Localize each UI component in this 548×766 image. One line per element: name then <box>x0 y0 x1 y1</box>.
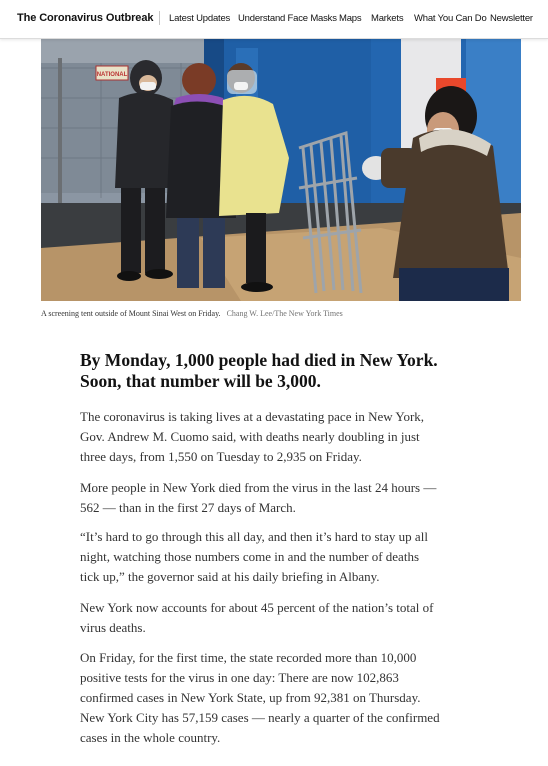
subheadline-line-1: By Monday, 1,000 people had died in New York. <box>80 350 438 370</box>
paragraph-line: positive tests for the virus in one day: There are now 102,863 <box>80 670 399 685</box>
paragraph-line: More people in New York died from the virus in the last 24 hours — <box>80 480 437 495</box>
nav-link-what-you-can-do[interactable]: What You Can Do <box>414 13 487 24</box>
article-paragraph-5 <box>80 648 490 748</box>
section-brand-link[interactable]: The Coronavirus Outbreak <box>17 12 154 24</box>
paragraph-line: three days, from 1,550 on Tuesday to 2,935 on Friday. <box>80 449 362 464</box>
paragraph-line: virus deaths. <box>80 620 146 635</box>
nav-divider <box>159 11 160 25</box>
paragraph-line: “It’s hard to go through this all day, and then it’s hard to stay up all <box>80 529 428 544</box>
paragraph-line: The coronavirus is taking lives at a devastating pace in New York, <box>80 409 425 424</box>
photo-caption <box>41 309 521 318</box>
article-paragraph-1 <box>80 407 490 467</box>
article-paragraph-4 <box>80 598 490 638</box>
photo-credit: Chang W. Lee/The New York Times <box>226 309 343 318</box>
nav-link-latest-updates[interactable]: Latest Updates <box>169 13 231 24</box>
paragraph-line: Gov. Andrew M. Cuomo said, with deaths nearly doubling in just <box>80 429 420 444</box>
article-paragraph-2 <box>80 478 490 518</box>
paragraph-line: cases in the whole country. <box>80 730 221 745</box>
paragraph-line: 562 — than in the first 27 days of March. <box>80 500 296 515</box>
nav-link-markets[interactable]: Markets <box>371 13 404 24</box>
article-paragraph-3 <box>80 527 490 587</box>
nav-link-maps[interactable]: Maps <box>339 13 362 24</box>
paragraph-line: New York City has 57,159 cases — nearly a quarter of the confirmed <box>80 710 440 725</box>
article-photo <box>41 38 521 301</box>
top-navigation-bar <box>0 0 548 39</box>
photo-caption-text: A screening tent outside of Mount Sinai West on Friday. <box>41 309 221 318</box>
paragraph-line: night, watching those numbers come in and the number of deaths <box>80 549 420 564</box>
paragraph-line: confirmed cases in New York State, up from 92,381 on Thursday. <box>80 690 421 705</box>
paragraph-line: New York now accounts for about 45 percent of the nation’s total of <box>80 600 434 615</box>
subheadline-line-2: Soon, that number will be 3,000. <box>80 371 321 391</box>
nav-link-understand-face-masks[interactable]: Understand Face Masks <box>238 13 337 24</box>
photo-sign-text: NATIONAL <box>96 72 128 78</box>
nav-link-newsletter[interactable]: Newsletter <box>490 13 533 24</box>
article-subheadline <box>80 350 500 392</box>
paragraph-line: tick up,” the governor said at his daily briefing in Albany. <box>80 569 380 584</box>
paragraph-line: On Friday, for the first time, the state recorded more than 10,000 <box>80 650 417 665</box>
